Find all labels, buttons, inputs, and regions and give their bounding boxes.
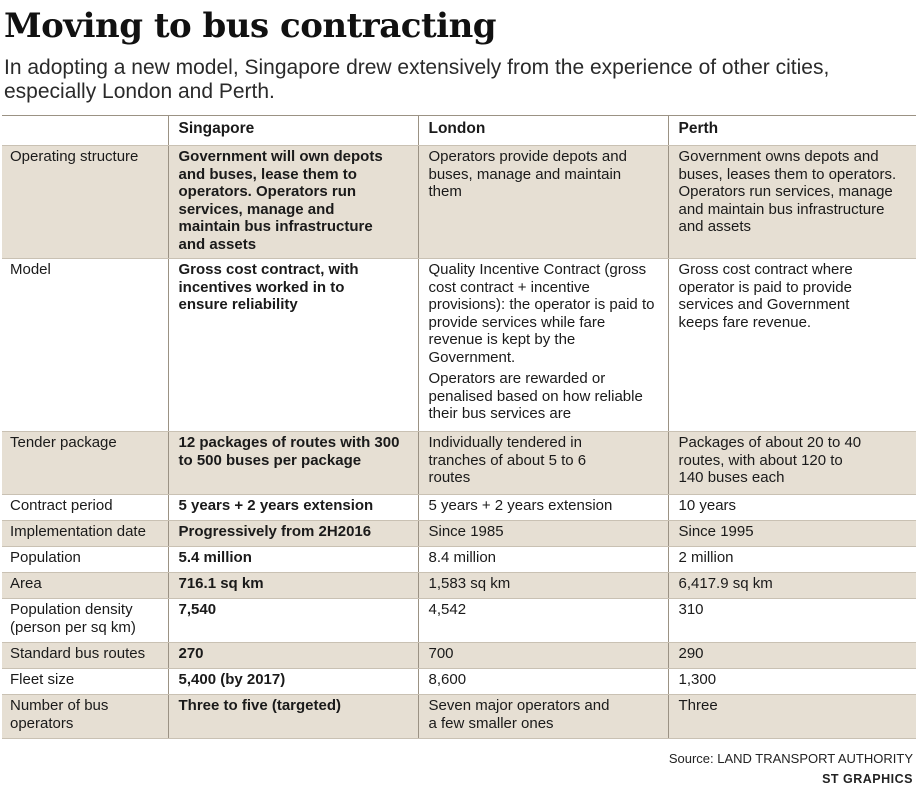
table-row-population [2, 547, 916, 573]
comparison-table [2, 116, 916, 739]
cell-singapore: 5.4 million [168, 547, 418, 573]
cell-perth: 10 years [668, 495, 916, 521]
row-label: Model [2, 259, 168, 432]
cell-singapore: 716.1 sq km [168, 573, 418, 599]
page-title: Moving to bus contracting [4, 6, 497, 46]
cell-london: Operators provide depots and buses, manage and maintain them [418, 146, 668, 259]
row-label: Tender package [2, 432, 168, 495]
row-label: Population [2, 547, 168, 573]
row-label: Standard bus routes [2, 643, 168, 669]
cell-singapore: Three to five (targeted) [168, 695, 418, 739]
cell-perth: Gross cost contract where operator is paid to provide services and Government keeps fare revenue. [668, 259, 916, 432]
row-label: Population density (person per sq km) [2, 599, 168, 643]
cell-singapore: Gross cost contract, with incentives worked in to ensure reliability [168, 259, 418, 432]
cell-london: 5 years + 2 years extension [418, 495, 668, 521]
table-row-area [2, 573, 916, 599]
table-row-contract-period [2, 495, 916, 521]
cell-perth: Government owns depots and buses, leases them to operators. Operators run services, manage and maintain bus infrastructure and assets [668, 146, 916, 259]
cell-london: 8.4 million [418, 547, 668, 573]
cell-perth: 310 [668, 599, 916, 643]
graphics-credit: ST GRAPHICS [822, 772, 913, 786]
cell-perth: 290 [668, 643, 916, 669]
column-header-label [2, 116, 168, 146]
table-row-tender-package [2, 432, 916, 495]
table-row-standard-bus-routes [2, 643, 916, 669]
cell-singapore: 5,400 (by 2017) [168, 669, 418, 695]
row-label: Contract period [2, 495, 168, 521]
table-row-number-of-operators [2, 695, 916, 739]
cell-perth: Three [668, 695, 916, 739]
cell-perth: 2 million [668, 547, 916, 573]
source-note: Source: LAND TRANSPORT AUTHORITY [668, 751, 913, 766]
row-label: Area [2, 573, 168, 599]
column-header-perth: Perth [668, 116, 916, 146]
table-row-model [2, 259, 916, 432]
table-row-population-density [2, 599, 916, 643]
column-header-london: London [418, 116, 668, 146]
row-label: Operating structure [2, 146, 168, 259]
table-header-row [2, 116, 916, 146]
cell-perth: 6,417.9 sq km [668, 573, 916, 599]
cell-perth: Since 1995 [668, 521, 916, 547]
cell-perth: Packages of about 20 to 40 routes, with about 120 to 140 buses each [668, 432, 916, 495]
cell-singapore: 270 [168, 643, 418, 669]
cell-singapore: Government will own depots and buses, lease them to operators. Operators run services, manage and maintain bus infrastructure and assets [168, 146, 418, 259]
row-label: Implementation date [2, 521, 168, 547]
cell-singapore: 12 packages of routes with 300 to 500 buses per package [168, 432, 418, 495]
cell-singapore: Progressively from 2H2016 [168, 521, 418, 547]
cell-london: Seven major operators and a few smaller ones [418, 695, 668, 739]
cell-singapore: 7,540 [168, 599, 418, 643]
cell-london: 8,600 [418, 669, 668, 695]
cell-london: 1,583 sq km [418, 573, 668, 599]
cell-london-paragraph-2: Operators are rewarded or penalised based on how reliable their bus services are [428, 370, 643, 422]
column-header-singapore: Singapore [168, 116, 418, 146]
cell-london: Individually tendered in tranches of about 5 to 6 routes [418, 432, 668, 495]
table-row-implementation-date [2, 521, 916, 547]
cell-london [418, 259, 668, 432]
row-label: Number of bus operators [2, 695, 168, 739]
page-subtitle: In adopting a new model, Singapore drew extensively from the experience of other cities, especially London and Perth. [4, 56, 830, 103]
cell-london: Since 1985 [418, 521, 668, 547]
cell-london: 700 [418, 643, 668, 669]
table-row-operating-structure [2, 146, 916, 259]
table-row-fleet-size [2, 669, 916, 695]
cell-perth: 1,300 [668, 669, 916, 695]
cell-london: 4,542 [418, 599, 668, 643]
cell-london-paragraph-1: Quality Incentive Contract (gross cost contract + incentive provisions): the operator is paid to provide services while fare revenue is kept by the Government. [428, 261, 655, 366]
cell-singapore: 5 years + 2 years extension [168, 495, 418, 521]
row-label: Fleet size [2, 669, 168, 695]
